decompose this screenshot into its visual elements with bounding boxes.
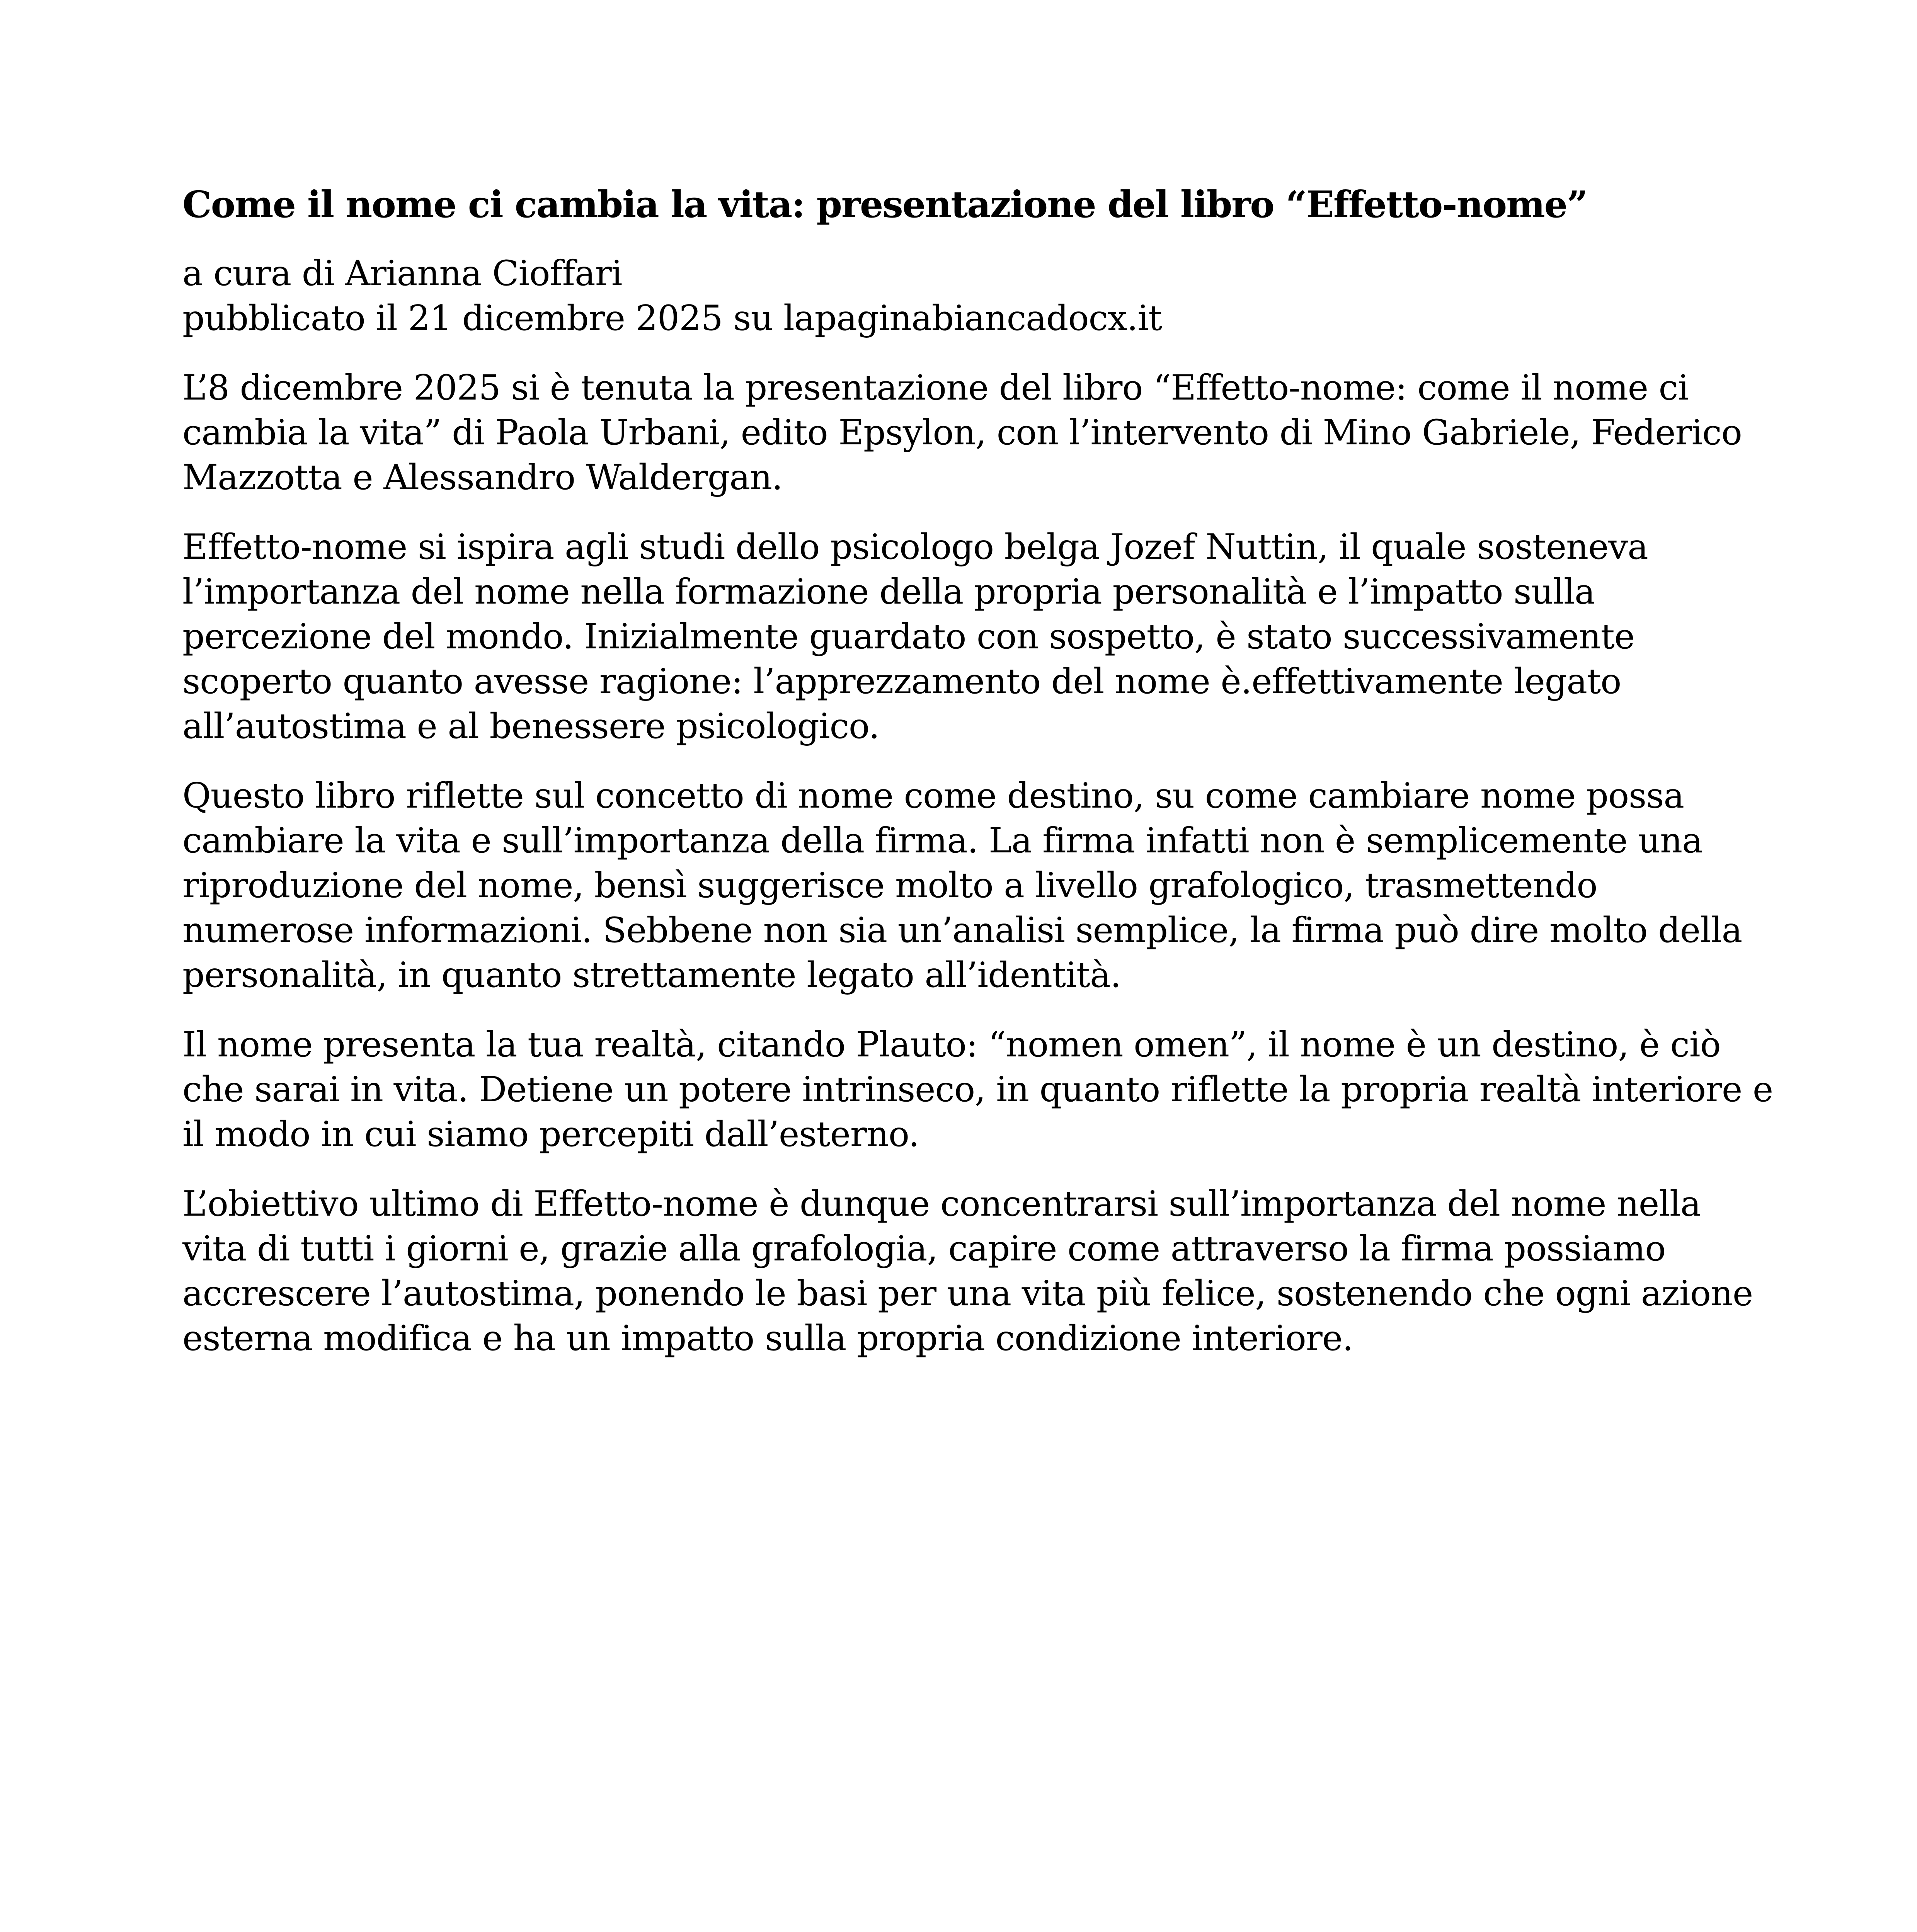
text-line: all’autostima e al benessere psicologico. xyxy=(182,706,880,747)
article-author: a cura di Arianna Cioffari xyxy=(182,253,622,294)
text-line: personalità, in quanto strettamente legato all’identità. xyxy=(182,955,1121,995)
text-line: l’importanza del nome nella formazione della propria personalità e l’impatto sulla xyxy=(182,571,1595,612)
text-line: cambia la vita” di Paola Urbani, edito Epsylon, con l’intervento di Mino Gabriele, Federico xyxy=(182,412,1742,453)
text-line: scoperto quanto avesse ragione: l’apprezzamento del nome è.effettivamente legato xyxy=(182,661,1621,702)
paragraph-conclusion xyxy=(182,1182,1767,1361)
text-line: vita di tutti i giorni e, grazie alla grafologia, capire come attraverso la firma possiamo xyxy=(182,1228,1666,1269)
text-line: L’obiettivo ultimo di Effetto-nome è dunque concentrarsi sull’importanza del nome nella xyxy=(182,1184,1701,1224)
text-line: Il nome presenta la tua realtà, citando Plauto: “nomen omen”, il nome è un destino, è ciò xyxy=(182,1024,1721,1065)
paragraph-plauto xyxy=(182,1022,1773,1157)
article-meta xyxy=(182,251,1767,341)
text-line: il modo in cui siamo percepiti dall’esterno. xyxy=(182,1114,919,1155)
article-published-date: pubblicato il 21 dicembre 2025 su lapaginabiancadocx.it xyxy=(182,298,1162,338)
paragraph-nuttin xyxy=(182,525,1767,749)
text-line: accrescere l’autostima, ponendo le basi per una vita più felice, sostenendo che ogni azione xyxy=(182,1273,1753,1314)
text-line: Questo libro riflette sul concetto di nome come destino, su come cambiare nome possa xyxy=(182,776,1684,816)
text-line: numerose informazioni. Sebbene non sia un’analisi semplice, la firma può dire molto della xyxy=(182,910,1742,951)
paragraph-intro xyxy=(182,366,1767,500)
text-line: esterna modifica e ha un impatto sulla propria condizione interiore. xyxy=(182,1318,1353,1359)
text-line: Mazzotta e Alessandro Waldergan. xyxy=(182,457,783,498)
article-body xyxy=(182,182,1773,1361)
paragraph-signature xyxy=(182,774,1767,998)
text-line: che sarai in vita. Detiene un potere intrinseco, in quanto riflette la propria realtà interiore e xyxy=(182,1069,1773,1110)
text-line: cambiare la vita e sull’importanza della firma. La firma infatti non è semplicemente una xyxy=(182,820,1702,861)
text-line: riproduzione del nome, bensì suggerisce molto a livello grafologico, trasmettendo xyxy=(182,865,1597,906)
text-line: percezione del mondo. Inizialmente guardato con sospetto, è stato successivamente xyxy=(182,616,1635,657)
text-line: L’8 dicembre 2025 si è tenuta la presentazione del libro “Effetto-nome: come il nome ci xyxy=(182,367,1689,408)
article-title: Come il nome ci cambia la vita: presentazione del libro “Effetto-nome” xyxy=(182,183,1587,226)
text-line: Effetto-nome si ispira agli studi dello psicologo belga Jozef Nuttin, il quale sosteneva xyxy=(182,527,1648,567)
